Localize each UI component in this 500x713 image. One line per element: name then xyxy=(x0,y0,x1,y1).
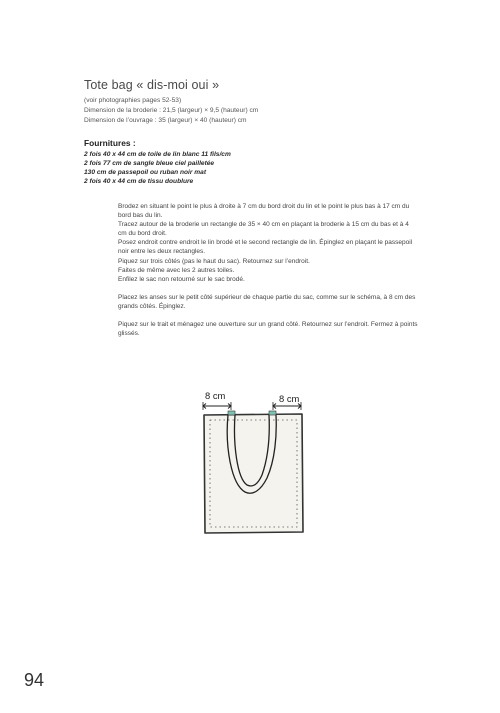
embroidery-dimensions: Dimension de la broderie : 21,5 (largeur) × 9,5 (hauteur) cm xyxy=(84,107,259,115)
page-title: Tote bag « dis-moi oui » xyxy=(84,78,220,92)
left-measure-label: 8 cm xyxy=(205,390,226,401)
bag-body xyxy=(204,414,303,533)
left-measure xyxy=(203,390,231,410)
tote-bag-diagram xyxy=(195,386,315,542)
strap-tab-left xyxy=(228,411,235,415)
supply-item: 2 fois 40 x 44 cm de toile de lin blanc 11 fils/cm xyxy=(84,151,231,158)
instruction-line: Brodez en situant le point le plus à droite à 7 cm du bord droit du lin et le point le plus bas à 17 cm du bord bas du lin. xyxy=(118,203,410,220)
supplies-heading: Fournitures : xyxy=(84,138,136,148)
instruction-line: Enfilez le sac non retourné sur le sac brodé. xyxy=(118,275,245,283)
project-meta xyxy=(84,96,424,127)
instructions xyxy=(118,202,418,338)
strap-tab-right xyxy=(269,411,276,415)
supply-item: 130 cm de passepoil ou ruban noir mat xyxy=(84,169,207,176)
supply-item: 2 fois 40 x 44 cm de tissu doublure xyxy=(84,178,194,185)
instruction-line: Tracez autour de la broderie un rectangle de 35 × 40 cm en plaçant la broderie à 15 cm du bas et à 4 cm du bord droit. xyxy=(118,221,409,238)
work-dimensions: Dimension de l’ouvrage : 35 (largeur) × 40 (hauteur) cm xyxy=(84,117,247,125)
instruction-line: Faites de même avec les 2 autres toiles. xyxy=(118,266,235,274)
instruction-line: Piquez sur trois côtés (pas le haut du sac). Retournez sur l’endroit. xyxy=(118,257,310,265)
instruction-paragraph-finish: Piquez sur le trait et ménagez une ouverture sur un grand côté. Retournez sur l’endroit. Fermez à points glissés. xyxy=(118,321,418,338)
right-measure-label: 8 cm xyxy=(279,393,300,404)
photo-reference: (voir photographies pages 52-53) xyxy=(84,97,182,104)
supply-item: 2 fois 77 cm de sangle bleue ciel pailletée xyxy=(84,160,215,167)
instruction-paragraph-handles: Placez les anses sur le petit côté supérieur de chaque partie du sac, comme sur le schéma, à 8 cm des grands côtés. Épinglez. xyxy=(118,293,416,310)
instruction-line: Posez endroit contre endroit le lin brodé et le second rectangle de lin. Épinglez en plaçant le passepoil noir entre les deux rectangles. xyxy=(118,239,413,256)
page-number: 94 xyxy=(24,670,45,690)
right-measure xyxy=(273,393,301,410)
supplies-list xyxy=(84,150,404,186)
